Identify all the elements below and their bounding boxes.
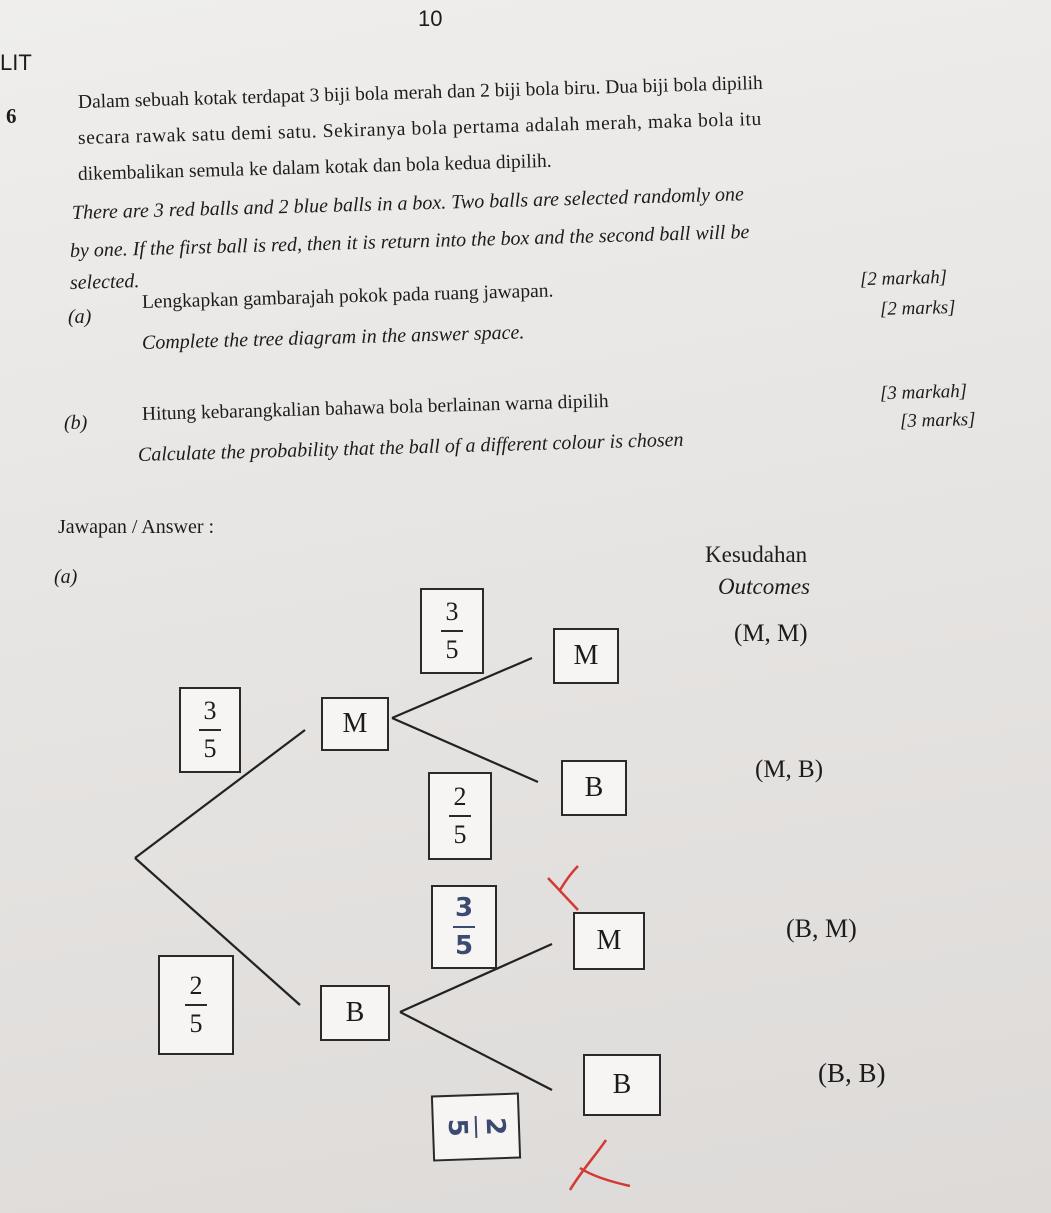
outcome-MM: (M, M) (734, 620, 808, 647)
part-a-english: Complete the tree diagram in the answer space. (141, 321, 525, 354)
english-line-3: selected. (69, 270, 140, 294)
fraction-bar (449, 815, 471, 817)
part-a-malay: Lengkapkan gambarajah pokok pada ruang jawapan. (141, 280, 554, 313)
prob-first-M-den: 5 (203, 734, 217, 763)
answer-part-label: (a) (54, 566, 78, 588)
node-second-B-1[interactable]: B (561, 760, 627, 816)
branch-B-to-B (400, 1012, 552, 1090)
red-check-mark-2 (570, 1140, 630, 1190)
prob-B-then-M-den: 5 (454, 931, 474, 961)
prob-B-then-M[interactable] (431, 885, 497, 969)
english-line-2: by one. If the first ball is red, then it is return into the box and the second ball will be (69, 221, 750, 262)
fraction-bar (453, 926, 475, 928)
prob-first-B[interactable] (158, 955, 234, 1055)
prob-B-then-B[interactable] (431, 1092, 521, 1161)
part-b-english: Calculate the probability that the ball of a different colour is chosen (137, 428, 684, 466)
part-a-marks-malay: [2 markah] (859, 266, 948, 291)
prob-first-M-num: 3 (203, 696, 217, 725)
english-line-1: There are 3 red balls and 2 blue balls in a box. Two balls are selected randomly one (71, 183, 745, 224)
node-second-B-2[interactable]: B (583, 1054, 661, 1116)
outcome-BB: (B, B) (818, 1058, 886, 1088)
prob-M-then-M[interactable] (420, 588, 484, 674)
node-second-M-1[interactable]: M (553, 628, 619, 684)
part-b-marks-english: [3 marks] (899, 409, 976, 432)
prob-B-then-B-den: 5 (441, 1118, 473, 1138)
prob-M-then-B-num: 2 (453, 782, 467, 811)
malay-line-1: Dalam sebuah kotak terdapat 3 biji bola merah dan 2 biji bola biru. Dua biji bola dipilih (77, 72, 764, 113)
outcomes-heading-malay: Kesudahan (705, 542, 808, 567)
outcomes-heading-english: Outcomes (718, 574, 810, 599)
prob-first-B-den: 5 (189, 1009, 203, 1038)
part-b-marks-malay: [3 markah] (879, 380, 968, 405)
answer-heading: Jawapan / Answer : (58, 516, 215, 538)
part-a-label: (a) (68, 306, 92, 328)
malay-line-2: secara rawak satu demi satu. Sekiranya bola pertama adalah merah, maka bola itu (77, 108, 763, 149)
fraction-bar (199, 729, 221, 731)
prob-first-M[interactable] (179, 687, 241, 773)
malay-line-3: dikembalikan semula ke dalam kotak dan bola kedua dipilih. (77, 150, 552, 185)
page-number: 10 (418, 6, 443, 31)
red-check-mark-1 (548, 866, 578, 910)
fraction-bar (475, 1116, 478, 1138)
prob-M-then-B-den: 5 (453, 820, 467, 849)
outcome-BM: (B, M) (786, 914, 857, 943)
header-left: LIT (0, 50, 32, 75)
prob-M-then-M-num: 3 (445, 597, 459, 626)
outcome-MB: (M, B) (755, 756, 824, 783)
part-a-marks-english: [2 marks] (879, 297, 956, 320)
part-b-label: (b) (64, 412, 88, 434)
node-second-M-2[interactable]: M (573, 912, 645, 970)
fraction-bar (441, 630, 463, 632)
node-first-B[interactable]: B (320, 985, 390, 1041)
question-number: 6 (6, 104, 17, 128)
prob-B-then-B-num: 2 (479, 1116, 511, 1136)
part-b-malay: Hitung kebarangkalian bahawa bola berlainan warna dipilih (141, 390, 609, 425)
prob-M-then-B[interactable] (428, 772, 492, 860)
prob-B-then-M-num: 3 (454, 893, 474, 923)
fraction-bar (185, 1004, 207, 1006)
prob-first-B-num: 2 (189, 971, 203, 1000)
prob-M-then-M-den: 5 (445, 635, 459, 664)
node-first-M[interactable]: M (321, 697, 389, 751)
